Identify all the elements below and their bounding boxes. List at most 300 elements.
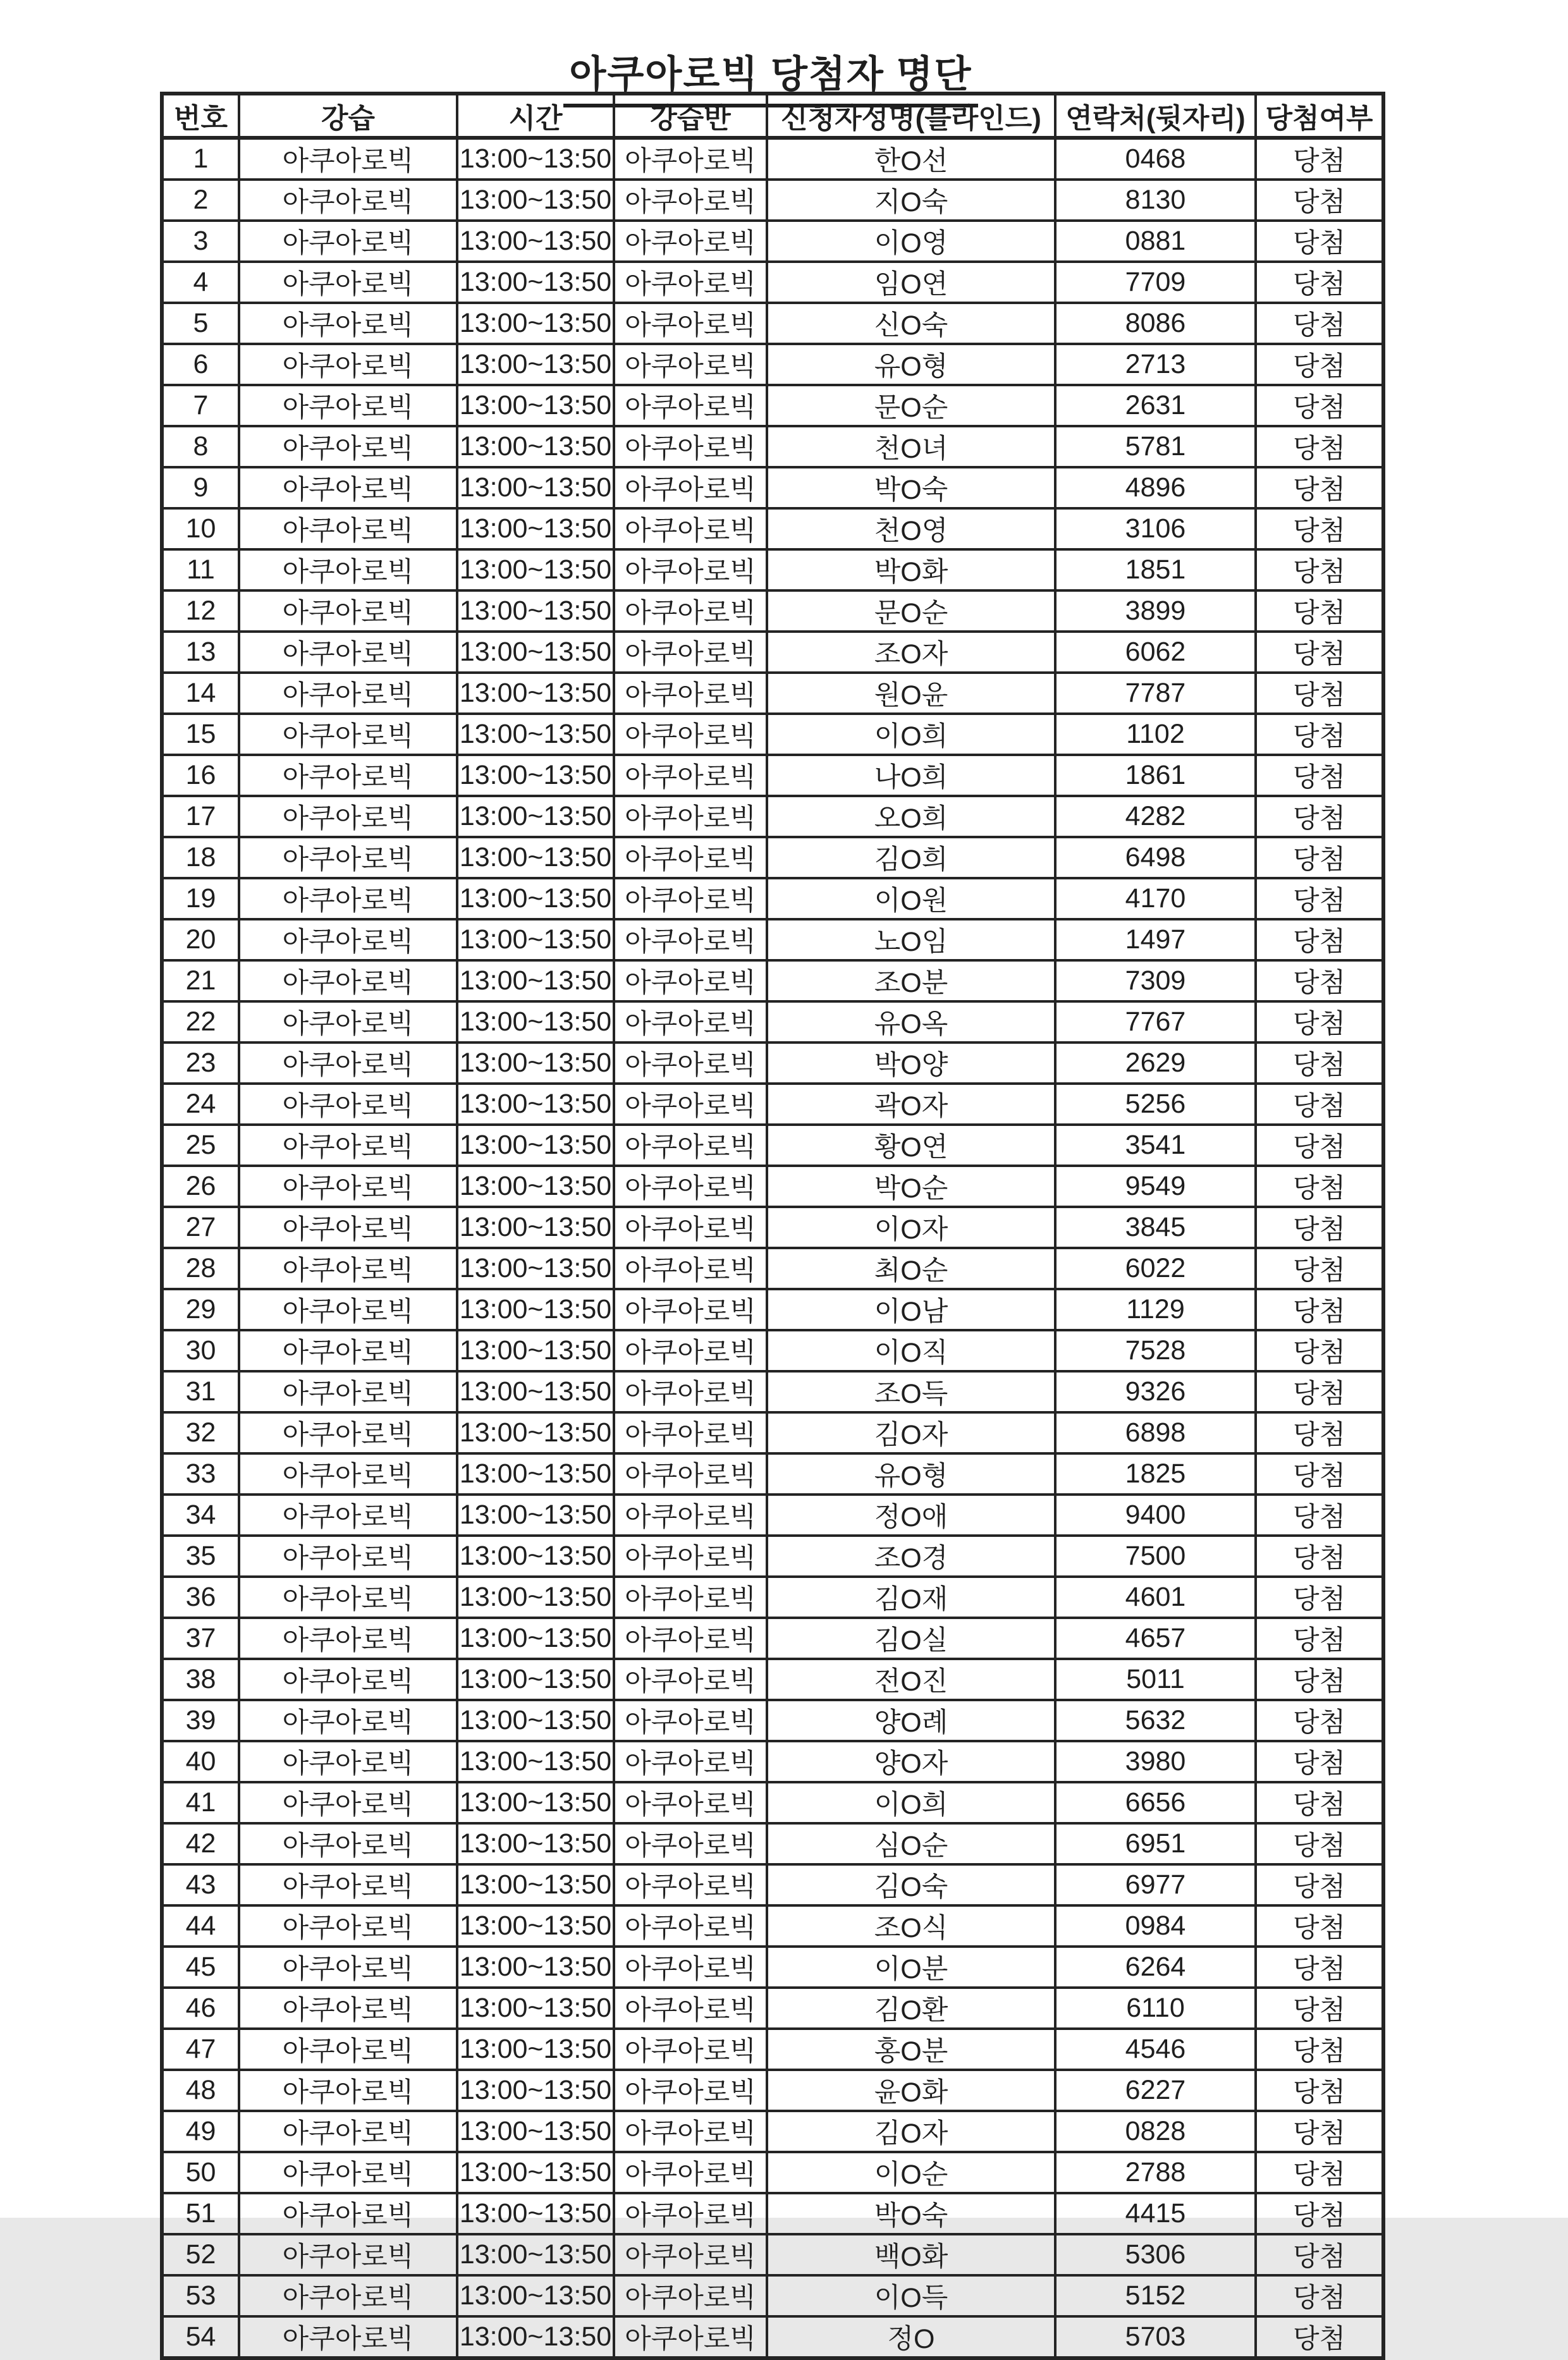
cell-result: 당첨 bbox=[1256, 878, 1383, 919]
cell-lesson: 아쿠아로빅 bbox=[239, 262, 457, 303]
cell-class-group: 아쿠아로빅 bbox=[614, 878, 767, 919]
cell-name: 조O자 bbox=[767, 632, 1055, 673]
cell-result: 당첨 bbox=[1256, 590, 1383, 632]
cell-no: 8 bbox=[162, 426, 239, 467]
table-row bbox=[162, 138, 1383, 180]
cell-lesson: 아쿠아로빅 bbox=[239, 1371, 457, 1412]
cell-class-group: 아쿠아로빅 bbox=[614, 1453, 767, 1495]
cell-no: 20 bbox=[162, 919, 239, 960]
cell-lesson: 아쿠아로빅 bbox=[239, 1453, 457, 1495]
cell-name: 천O녀 bbox=[767, 426, 1055, 467]
cell-result: 당첨 bbox=[1256, 1864, 1383, 1905]
cell-time: 13:00~13:50 bbox=[457, 2070, 614, 2111]
cell-no: 50 bbox=[162, 2152, 239, 2193]
table-row bbox=[162, 2029, 1383, 2070]
cell-class-group: 아쿠아로빅 bbox=[614, 673, 767, 714]
cell-class-group: 아쿠아로빅 bbox=[614, 1495, 767, 1536]
cell-contact-tail: 5703 bbox=[1055, 2316, 1256, 2358]
cell-lesson: 아쿠아로빅 bbox=[239, 796, 457, 837]
cell-contact-tail: 4282 bbox=[1055, 796, 1256, 837]
cell-contact-tail: 9400 bbox=[1055, 1495, 1256, 1536]
cell-result: 당첨 bbox=[1256, 2070, 1383, 2111]
cell-no: 39 bbox=[162, 1700, 239, 1741]
cell-no: 30 bbox=[162, 1330, 239, 1371]
cell-no: 23 bbox=[162, 1042, 239, 1084]
table-row bbox=[162, 344, 1383, 385]
table-row bbox=[162, 262, 1383, 303]
cell-no: 26 bbox=[162, 1166, 239, 1207]
table-row bbox=[162, 1864, 1383, 1905]
cell-time: 13:00~13:50 bbox=[457, 1125, 614, 1166]
cell-name: 김O희 bbox=[767, 837, 1055, 878]
cell-lesson: 아쿠아로빅 bbox=[239, 138, 457, 180]
cell-time: 13:00~13:50 bbox=[457, 1412, 614, 1453]
cell-lesson: 아쿠아로빅 bbox=[239, 1412, 457, 1453]
cell-result: 당첨 bbox=[1256, 467, 1383, 508]
cell-result: 당첨 bbox=[1256, 303, 1383, 344]
cell-class-group: 아쿠아로빅 bbox=[614, 919, 767, 960]
cell-no: 53 bbox=[162, 2275, 239, 2316]
cell-name: 문O순 bbox=[767, 590, 1055, 632]
cell-no: 14 bbox=[162, 673, 239, 714]
table-row bbox=[162, 796, 1383, 837]
cell-time: 13:00~13:50 bbox=[457, 262, 614, 303]
table-row bbox=[162, 467, 1383, 508]
cell-no: 36 bbox=[162, 1577, 239, 1618]
table-row bbox=[162, 755, 1383, 796]
cell-no: 15 bbox=[162, 714, 239, 755]
cell-result: 당첨 bbox=[1256, 1947, 1383, 1988]
table-row bbox=[162, 1905, 1383, 1947]
table-row bbox=[162, 1947, 1383, 1988]
table-row bbox=[162, 1741, 1383, 1782]
cell-time: 13:00~13:50 bbox=[457, 673, 614, 714]
cell-no: 54 bbox=[162, 2316, 239, 2358]
header-row bbox=[162, 94, 1383, 138]
cell-contact-tail: 7309 bbox=[1055, 960, 1256, 1001]
col-header-name: 신청자성명(블라인드) bbox=[767, 94, 1055, 138]
cell-lesson: 아쿠아로빅 bbox=[239, 1947, 457, 1988]
table-row bbox=[162, 385, 1383, 426]
cell-result: 당첨 bbox=[1256, 2234, 1383, 2275]
cell-result: 당첨 bbox=[1256, 344, 1383, 385]
table-row bbox=[162, 878, 1383, 919]
cell-class-group: 아쿠아로빅 bbox=[614, 1947, 767, 1988]
cell-result: 당첨 bbox=[1256, 1700, 1383, 1741]
cell-contact-tail: 6898 bbox=[1055, 1412, 1256, 1453]
cell-class-group: 아쿠아로빅 bbox=[614, 1741, 767, 1782]
cell-class-group: 아쿠아로빅 bbox=[614, 262, 767, 303]
cell-lesson: 아쿠아로빅 bbox=[239, 2316, 457, 2358]
cell-no: 22 bbox=[162, 1001, 239, 1042]
cell-result: 당첨 bbox=[1256, 385, 1383, 426]
cell-contact-tail: 3899 bbox=[1055, 590, 1256, 632]
cell-class-group: 아쿠아로빅 bbox=[614, 344, 767, 385]
cell-result: 당첨 bbox=[1256, 2152, 1383, 2193]
table-row bbox=[162, 303, 1383, 344]
cell-time: 13:00~13:50 bbox=[457, 426, 614, 467]
table-row bbox=[162, 590, 1383, 632]
cell-no: 5 bbox=[162, 303, 239, 344]
cell-name: 정O애 bbox=[767, 1495, 1055, 1536]
cell-time: 13:00~13:50 bbox=[457, 919, 614, 960]
cell-name: 나O희 bbox=[767, 755, 1055, 796]
cell-no: 25 bbox=[162, 1125, 239, 1166]
cell-lesson: 아쿠아로빅 bbox=[239, 1905, 457, 1947]
cell-contact-tail: 6656 bbox=[1055, 1782, 1256, 1823]
table-row bbox=[162, 1823, 1383, 1864]
cell-lesson: 아쿠아로빅 bbox=[239, 960, 457, 1001]
col-header-class-group: 강습반 bbox=[614, 94, 767, 138]
cell-lesson: 아쿠아로빅 bbox=[239, 1618, 457, 1659]
cell-time: 13:00~13:50 bbox=[457, 878, 614, 919]
cell-name: 박O양 bbox=[767, 1042, 1055, 1084]
cell-lesson: 아쿠아로빅 bbox=[239, 1289, 457, 1330]
cell-time: 13:00~13:50 bbox=[457, 960, 614, 1001]
cell-result: 당첨 bbox=[1256, 1782, 1383, 1823]
cell-class-group: 아쿠아로빅 bbox=[614, 1988, 767, 2029]
cell-name: 김O환 bbox=[767, 1988, 1055, 2029]
cell-lesson: 아쿠아로빅 bbox=[239, 1084, 457, 1125]
cell-contact-tail: 7500 bbox=[1055, 1536, 1256, 1577]
cell-class-group: 아쿠아로빅 bbox=[614, 1001, 767, 1042]
cell-no: 1 bbox=[162, 138, 239, 180]
cell-time: 13:00~13:50 bbox=[457, 632, 614, 673]
cell-name: 천O영 bbox=[767, 508, 1055, 549]
cell-contact-tail: 1861 bbox=[1055, 755, 1256, 796]
table-row bbox=[162, 2070, 1383, 2111]
cell-time: 13:00~13:50 bbox=[457, 1330, 614, 1371]
table-row bbox=[162, 1659, 1383, 1700]
cell-time: 13:00~13:50 bbox=[457, 2316, 614, 2358]
cell-class-group: 아쿠아로빅 bbox=[614, 1782, 767, 1823]
cell-contact-tail: 1102 bbox=[1055, 714, 1256, 755]
table-row bbox=[162, 1207, 1383, 1248]
cell-no: 19 bbox=[162, 878, 239, 919]
cell-name: 원O윤 bbox=[767, 673, 1055, 714]
table-row bbox=[162, 1371, 1383, 1412]
cell-no: 2 bbox=[162, 180, 239, 221]
col-header-lesson: 강습 bbox=[239, 94, 457, 138]
cell-lesson: 아쿠아로빅 bbox=[239, 180, 457, 221]
cell-class-group: 아쿠아로빅 bbox=[614, 2234, 767, 2275]
cell-class-group: 아쿠아로빅 bbox=[614, 796, 767, 837]
table-row bbox=[162, 1248, 1383, 1289]
cell-contact-tail: 3980 bbox=[1055, 1741, 1256, 1782]
cell-result: 당첨 bbox=[1256, 1001, 1383, 1042]
cell-name: 조O식 bbox=[767, 1905, 1055, 1947]
cell-class-group: 아쿠아로빅 bbox=[614, 1905, 767, 1947]
cell-class-group: 아쿠아로빅 bbox=[614, 508, 767, 549]
cell-result: 당첨 bbox=[1256, 1248, 1383, 1289]
cell-no: 33 bbox=[162, 1453, 239, 1495]
cell-contact-tail: 5781 bbox=[1055, 426, 1256, 467]
cell-contact-tail: 6264 bbox=[1055, 1947, 1256, 1988]
cell-name: 노O임 bbox=[767, 919, 1055, 960]
cell-contact-tail: 6022 bbox=[1055, 1248, 1256, 1289]
cell-no: 24 bbox=[162, 1084, 239, 1125]
cell-name: 이O희 bbox=[767, 1782, 1055, 1823]
cell-contact-tail: 4415 bbox=[1055, 2193, 1256, 2234]
cell-class-group: 아쿠아로빅 bbox=[614, 2275, 767, 2316]
cell-class-group: 아쿠아로빅 bbox=[614, 1084, 767, 1125]
cell-no: 51 bbox=[162, 2193, 239, 2234]
cell-lesson: 아쿠아로빅 bbox=[239, 2029, 457, 2070]
cell-contact-tail: 4546 bbox=[1055, 2029, 1256, 2070]
cell-name: 임O연 bbox=[767, 262, 1055, 303]
cell-time: 13:00~13:50 bbox=[457, 1371, 614, 1412]
cell-lesson: 아쿠아로빅 bbox=[239, 1659, 457, 1700]
cell-name: 윤O화 bbox=[767, 2070, 1055, 2111]
cell-no: 9 bbox=[162, 467, 239, 508]
cell-time: 13:00~13:50 bbox=[457, 1659, 614, 1700]
cell-class-group: 아쿠아로빅 bbox=[614, 1371, 767, 1412]
cell-time: 13:00~13:50 bbox=[457, 1207, 614, 1248]
cell-contact-tail: 7767 bbox=[1055, 1001, 1256, 1042]
cell-name: 유O형 bbox=[767, 344, 1055, 385]
cell-name: 김O자 bbox=[767, 2111, 1055, 2152]
cell-lesson: 아쿠아로빅 bbox=[239, 1988, 457, 2029]
cell-lesson: 아쿠아로빅 bbox=[239, 2152, 457, 2193]
cell-lesson: 아쿠아로빅 bbox=[239, 508, 457, 549]
cell-lesson: 아쿠아로빅 bbox=[239, 2111, 457, 2152]
cell-lesson: 아쿠아로빅 bbox=[239, 1741, 457, 1782]
cell-contact-tail: 1851 bbox=[1055, 549, 1256, 590]
cell-class-group: 아쿠아로빅 bbox=[614, 1700, 767, 1741]
cell-name: 심O순 bbox=[767, 1823, 1055, 1864]
cell-class-group: 아쿠아로빅 bbox=[614, 1412, 767, 1453]
cell-no: 49 bbox=[162, 2111, 239, 2152]
cell-result: 당첨 bbox=[1256, 1536, 1383, 1577]
cell-name: 정O bbox=[767, 2316, 1055, 2358]
cell-class-group: 아쿠아로빅 bbox=[614, 426, 767, 467]
cell-result: 당첨 bbox=[1256, 508, 1383, 549]
cell-name: 이O순 bbox=[767, 2152, 1055, 2193]
cell-no: 44 bbox=[162, 1905, 239, 1947]
cell-result: 당첨 bbox=[1256, 1618, 1383, 1659]
cell-time: 13:00~13:50 bbox=[457, 1495, 614, 1536]
cell-lesson: 아쿠아로빅 bbox=[239, 2275, 457, 2316]
cell-name: 조O분 bbox=[767, 960, 1055, 1001]
cell-name: 김O실 bbox=[767, 1618, 1055, 1659]
table-row bbox=[162, 1001, 1383, 1042]
cell-class-group: 아쿠아로빅 bbox=[614, 1042, 767, 1084]
cell-result: 당첨 bbox=[1256, 919, 1383, 960]
table-row bbox=[162, 2316, 1383, 2358]
cell-contact-tail: 5256 bbox=[1055, 1084, 1256, 1125]
cell-time: 13:00~13:50 bbox=[457, 1741, 614, 1782]
cell-name: 박O숙 bbox=[767, 2193, 1055, 2234]
cell-contact-tail: 7528 bbox=[1055, 1330, 1256, 1371]
cell-contact-tail: 0881 bbox=[1055, 221, 1256, 262]
cell-time: 13:00~13:50 bbox=[457, 1864, 614, 1905]
cell-time: 13:00~13:50 bbox=[457, 1084, 614, 1125]
cell-time: 13:00~13:50 bbox=[457, 1618, 614, 1659]
cell-class-group: 아쿠아로빅 bbox=[614, 180, 767, 221]
cell-class-group: 아쿠아로빅 bbox=[614, 1659, 767, 1700]
cell-name: 최O순 bbox=[767, 1248, 1055, 1289]
cell-contact-tail: 6977 bbox=[1055, 1864, 1256, 1905]
table-row bbox=[162, 673, 1383, 714]
table-row bbox=[162, 508, 1383, 549]
cell-lesson: 아쿠아로빅 bbox=[239, 1782, 457, 1823]
cell-contact-tail: 4601 bbox=[1055, 1577, 1256, 1618]
cell-time: 13:00~13:50 bbox=[457, 1905, 614, 1947]
cell-name: 이O자 bbox=[767, 1207, 1055, 1248]
cell-class-group: 아쿠아로빅 bbox=[614, 2029, 767, 2070]
cell-class-group: 아쿠아로빅 bbox=[614, 755, 767, 796]
cell-name: 황O연 bbox=[767, 1125, 1055, 1166]
table-row bbox=[162, 1412, 1383, 1453]
cell-result: 당첨 bbox=[1256, 2193, 1383, 2234]
cell-time: 13:00~13:50 bbox=[457, 1577, 614, 1618]
cell-lesson: 아쿠아로빅 bbox=[239, 426, 457, 467]
cell-no: 11 bbox=[162, 549, 239, 590]
cell-class-group: 아쿠아로빅 bbox=[614, 632, 767, 673]
table-row bbox=[162, 1042, 1383, 1084]
cell-result: 당첨 bbox=[1256, 1084, 1383, 1125]
cell-class-group: 아쿠아로빅 bbox=[614, 1823, 767, 1864]
table-row bbox=[162, 2275, 1383, 2316]
cell-class-group: 아쿠아로빅 bbox=[614, 1618, 767, 1659]
cell-time: 13:00~13:50 bbox=[457, 2029, 614, 2070]
cell-no: 27 bbox=[162, 1207, 239, 1248]
cell-lesson: 아쿠아로빅 bbox=[239, 1166, 457, 1207]
cell-contact-tail: 8086 bbox=[1055, 303, 1256, 344]
cell-no: 40 bbox=[162, 1741, 239, 1782]
cell-result: 당첨 bbox=[1256, 1166, 1383, 1207]
cell-time: 13:00~13:50 bbox=[457, 1988, 614, 2029]
cell-time: 13:00~13:50 bbox=[457, 344, 614, 385]
cell-no: 35 bbox=[162, 1536, 239, 1577]
cell-result: 당첨 bbox=[1256, 1988, 1383, 2029]
col-header-contact-tail: 연락처(뒷자리) bbox=[1055, 94, 1256, 138]
cell-time: 13:00~13:50 bbox=[457, 1536, 614, 1577]
cell-time: 13:00~13:50 bbox=[457, 1823, 614, 1864]
cell-no: 17 bbox=[162, 796, 239, 837]
cell-contact-tail: 5152 bbox=[1055, 2275, 1256, 2316]
table-row bbox=[162, 1125, 1383, 1166]
cell-class-group: 아쿠아로빅 bbox=[614, 385, 767, 426]
cell-lesson: 아쿠아로빅 bbox=[239, 590, 457, 632]
cell-result: 당첨 bbox=[1256, 1741, 1383, 1782]
cell-contact-tail: 3541 bbox=[1055, 1125, 1256, 1166]
cell-lesson: 아쿠아로빅 bbox=[239, 1864, 457, 1905]
cell-no: 10 bbox=[162, 508, 239, 549]
cell-lesson: 아쿠아로빅 bbox=[239, 385, 457, 426]
cell-name: 문O순 bbox=[767, 385, 1055, 426]
cell-name: 유O형 bbox=[767, 1453, 1055, 1495]
table-body bbox=[162, 138, 1383, 2358]
cell-class-group: 아쿠아로빅 bbox=[614, 960, 767, 1001]
cell-lesson: 아쿠아로빅 bbox=[239, 2234, 457, 2275]
cell-class-group: 아쿠아로빅 bbox=[614, 590, 767, 632]
cell-name: 지O숙 bbox=[767, 180, 1055, 221]
cell-class-group: 아쿠아로빅 bbox=[614, 221, 767, 262]
cell-lesson: 아쿠아로빅 bbox=[239, 303, 457, 344]
col-header-result: 당첨여부 bbox=[1256, 94, 1383, 138]
cell-no: 42 bbox=[162, 1823, 239, 1864]
cell-no: 18 bbox=[162, 837, 239, 878]
cell-no: 38 bbox=[162, 1659, 239, 1700]
cell-class-group: 아쿠아로빅 bbox=[614, 138, 767, 180]
cell-class-group: 아쿠아로빅 bbox=[614, 2070, 767, 2111]
table-row bbox=[162, 1700, 1383, 1741]
cell-lesson: 아쿠아로빅 bbox=[239, 714, 457, 755]
cell-lesson: 아쿠아로빅 bbox=[239, 1001, 457, 1042]
cell-contact-tail: 3845 bbox=[1055, 1207, 1256, 1248]
cell-name: 이O득 bbox=[767, 2275, 1055, 2316]
cell-time: 13:00~13:50 bbox=[457, 303, 614, 344]
cell-contact-tail: 1129 bbox=[1055, 1289, 1256, 1330]
cell-name: 조O득 bbox=[767, 1371, 1055, 1412]
cell-contact-tail: 2631 bbox=[1055, 385, 1256, 426]
table-row bbox=[162, 1330, 1383, 1371]
cell-name: 유O옥 bbox=[767, 1001, 1055, 1042]
cell-result: 당첨 bbox=[1256, 1577, 1383, 1618]
cell-result: 당첨 bbox=[1256, 549, 1383, 590]
cell-contact-tail: 9326 bbox=[1055, 1371, 1256, 1412]
table-row bbox=[162, 960, 1383, 1001]
cell-result: 당첨 bbox=[1256, 426, 1383, 467]
cell-contact-tail: 2629 bbox=[1055, 1042, 1256, 1084]
cell-result: 당첨 bbox=[1256, 1207, 1383, 1248]
cell-name: 이O분 bbox=[767, 1947, 1055, 1988]
cell-result: 당첨 bbox=[1256, 632, 1383, 673]
cell-class-group: 아쿠아로빅 bbox=[614, 1207, 767, 1248]
cell-time: 13:00~13:50 bbox=[457, 1782, 614, 1823]
cell-result: 당첨 bbox=[1256, 1289, 1383, 1330]
cell-lesson: 아쿠아로빅 bbox=[239, 549, 457, 590]
cell-contact-tail: 5011 bbox=[1055, 1659, 1256, 1700]
cell-time: 13:00~13:50 bbox=[457, 1453, 614, 1495]
cell-name: 한O선 bbox=[767, 138, 1055, 180]
cell-name: 이O영 bbox=[767, 221, 1055, 262]
cell-result: 당첨 bbox=[1256, 1453, 1383, 1495]
cell-name: 김O숙 bbox=[767, 1864, 1055, 1905]
cell-contact-tail: 6110 bbox=[1055, 1988, 1256, 2029]
cell-result: 당첨 bbox=[1256, 1823, 1383, 1864]
cell-time: 13:00~13:50 bbox=[457, 2152, 614, 2193]
cell-class-group: 아쿠아로빅 bbox=[614, 1125, 767, 1166]
cell-lesson: 아쿠아로빅 bbox=[239, 2193, 457, 2234]
cell-no: 28 bbox=[162, 1248, 239, 1289]
cell-contact-tail: 5306 bbox=[1055, 2234, 1256, 2275]
table-row bbox=[162, 1988, 1383, 2029]
table-row bbox=[162, 180, 1383, 221]
table-row bbox=[162, 919, 1383, 960]
cell-name: 전O진 bbox=[767, 1659, 1055, 1700]
cell-no: 46 bbox=[162, 1988, 239, 2029]
cell-time: 13:00~13:50 bbox=[457, 180, 614, 221]
cell-class-group: 아쿠아로빅 bbox=[614, 2193, 767, 2234]
cell-lesson: 아쿠아로빅 bbox=[239, 1330, 457, 1371]
cell-name: 김O재 bbox=[767, 1577, 1055, 1618]
cell-time: 13:00~13:50 bbox=[457, 1248, 614, 1289]
cell-lesson: 아쿠아로빅 bbox=[239, 919, 457, 960]
cell-contact-tail: 8130 bbox=[1055, 180, 1256, 221]
cell-time: 13:00~13:50 bbox=[457, 590, 614, 632]
cell-class-group: 아쿠아로빅 bbox=[614, 714, 767, 755]
cell-lesson: 아쿠아로빅 bbox=[239, 632, 457, 673]
cell-contact-tail: 1497 bbox=[1055, 919, 1256, 960]
cell-lesson: 아쿠아로빅 bbox=[239, 878, 457, 919]
cell-class-group: 아쿠아로빅 bbox=[614, 1289, 767, 1330]
cell-time: 13:00~13:50 bbox=[457, 385, 614, 426]
cell-no: 12 bbox=[162, 590, 239, 632]
table-row bbox=[162, 2152, 1383, 2193]
cell-name: 이O직 bbox=[767, 1330, 1055, 1371]
